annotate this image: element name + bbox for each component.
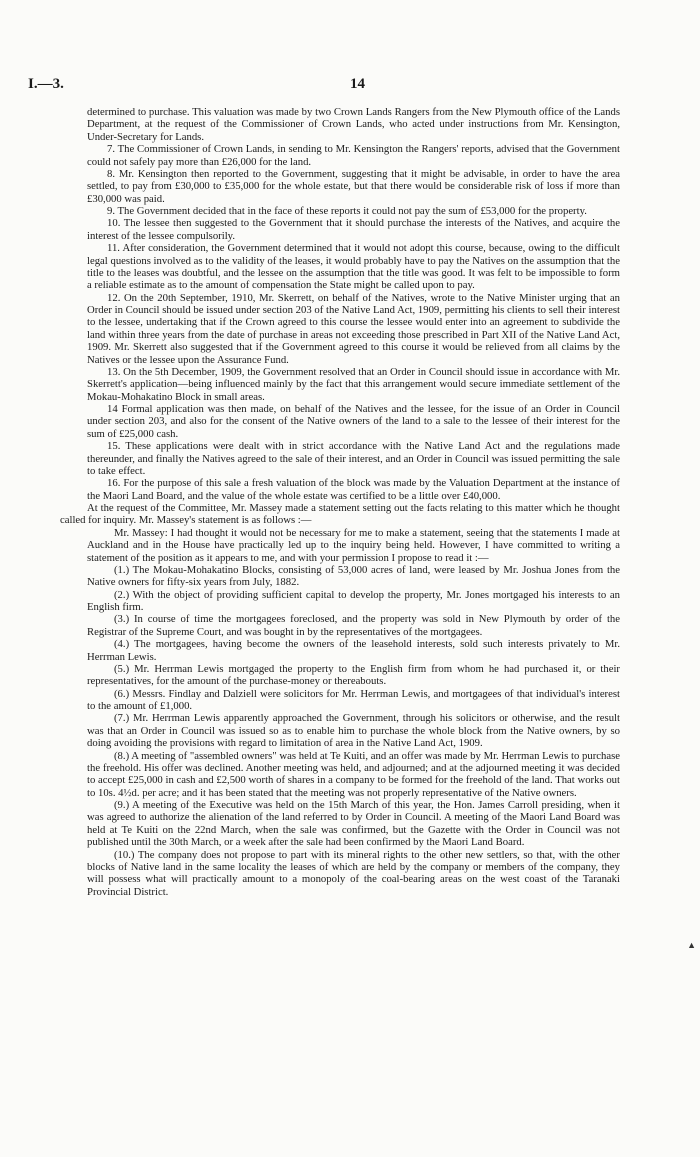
margin-mark: ▲ [687,940,696,950]
statement-item-1: (1.) The Mokau-Mohakatino Blocks, consisting of 53,000 acres of land, were leased by Mr. Joshua Jones from the Native owners for fifty-six years from July, 1882. [87,563,620,589]
paragraph-8: 8. Mr. Kensington then reported to the Government, suggesting that it might be advisable, in order to have the area settled, to pay from £30,000 to £35,000 for the whole estate, but that there would be considerable risk of loss if more than £30,000 was paid. [87,167,620,205]
document-reference: I.—3. [28,76,64,92]
statement-item-10: (10.) The company does not propose to part with its mineral rights to the other new settlers, so that, with the other blocks of Native land in the same locality the leases of which are held by the company or members of the company, they will possess what will practically amount to a monopoly of the coal-bearing areas on the west coast of the Taranaki Provincial District. [87,848,620,898]
statement-item-5: (5.) Mr. Herrman Lewis mortgaged the property to the English firm from whom he had purchased it, or their representatives, for the amount of the purchase-money or thereabouts. [87,662,620,688]
paragraph-9: 9. The Government decided that in the face of these reports it could not pay the sum of £53,000 for the property. [107,205,587,217]
statement-item-3: (3.) In course of time the mortgagees foreclosed, and the property was sold in New Plymouth by order of the Registrar of the Supreme Court, and was bought in by the representatives of the mortgagees. [87,613,620,638]
page-number: 14 [350,76,365,92]
paragraph-16: 16. For the purpose of this sale a fresh valuation of the block was made by the Valuation Department at the instance of the Maori Land Board, and the value of the whole estate was certified to be a little over £40,000. [87,477,620,502]
committee-request-paragraph: At the request of the Committee, Mr. Massey made a statement setting out the facts relating to this matter which he thought called for inquiry. Mr. Massey's statement is as follows :— [60,502,620,527]
paragraph-continuation: determined to purchase. This valuation was made by two Crown Lands Rangers from the New Plymouth office of the Lands Department, at the request of the Commissioner of Crown Lands, who acted under instructions from Mr. Kensington, Under-Secretary for Lands. [87,106,620,143]
statement-item-2: (2.) With the object of providing sufficient capital to develop the property, Mr. Jones mortgaged his interests to an English firm. [87,588,620,613]
paragraph-11: 11. After consideration, the Government determined that it would not adopt this course, because, owing to the difficult legal questions involved as to the validity of the leases, it would probably have to pay the Natives on the assumption that the title to the leases was doubtful, and the lessee on the assumption that the title was good. It was felt to be impossible to form a reliable estimate as to the amount of compensation the State might be called upon to pay. [87,242,620,292]
paragraph-7: 7. The Commissioner of Crown Lands, in sending to Mr. Kensington the Rangers' reports, advised that the Government could not safely pay more than £26,000 for the land. [87,143,620,168]
paragraph-13: 13. On the 5th December, 1909, the Government resolved that an Order in Council should issue in accordance with Mr. Skerrett's application—being influenced mainly by the fact that this arrangement would secure immediate settlement of the Mokau-Mohakatino Block in small areas. [87,365,620,403]
paragraph-14: 14 Formal application was then made, on behalf of the Natives and the lessee, for the issue of an Order in Council under section 203, and also for the consent of the Native owners of the land to a sale to the lessee of their interest for the sum of £25,000 cash. [87,403,620,440]
paragraph-15: 15. These applications were dealt with in strict accordance with the Native Land Act and the regulations made thereunder, and finally the Natives agreed to the sale of their interest, and an Order in Council was issued permitting the sale to take effect. [87,440,620,477]
paragraph-10: 10. The lessee then suggested to the Government that it should purchase the interests of the Natives, and acquire the interest of the lessee compulsorily. [87,217,620,242]
paragraph-12: 12. On the 20th September, 1910, Mr. Skerrett, on behalf of the Natives, wrote to the Native Minister urging that an Order in Council should be issued under section 203 of the Native Land Act, 1909, permitting his clients to sell their interest to the lessee, undertaking that if the Crown agreed to this course the lessee would enter into an agreement to subdivide the land within three years from the date of purchase in areas not exceeding those prescribed in Part XII of the Native Land Act, 1909. Mr. Skerrett also suggested that if the Government agreed to this course it would be relieved from all claims by the Natives or the lessee upon the Assurance Fund. [87,291,620,366]
statement-item-8: (8.) A meeting of "assembled owners" was held at Te Kuiti, and an offer was made by Mr. Herrman Lewis to purchase the freehold. His offer was declined. Another meeting was held, and adjourned; and at the adjourned meeting it was decided to accept £25,000 in cash and £2,500 worth of shares in a company to be formed for the freehold of the land. That works out to 10s. 4½d. per acre; and it has been stated that the meeting was not properly representative of the Native owners. [87,749,620,799]
statement-item-6: (6.) Messrs. Findlay and Dalziell were solicitors for Mr. Herrman Lewis, and mortgagees of that individual's interest to the amount of £1,000. [87,687,620,712]
statement-item-4: (4.) The mortgagees, having become the owners of the leasehold interests, sold such interests privately to Mr. Herrman Lewis. [87,638,620,663]
statement-item-9: (9.) A meeting of the Executive was held on the 15th March of this year, the Hon. James Carroll presiding, when it was agreed to authorize the alienation of the land referred to by Order in Council. A meeting of the Maori Land Board was held at Te Kuiti on the 22nd March, when the sale was confirmed, but the Gazette with the Order in Council was not published until the 30th March, or a week after the sale had been confirmed by the Maori Land Board. [87,799,620,849]
document-body [60,106,620,898]
massey-statement-intro: Mr. Massey: I had thought it would not be necessary for me to make a statement, seeing that the statements I made at Auckland and in the House have practically led up to the inquiry being held. However, I have committed to writing a statement of the position as it appears to me, and with your permission I propose to read it :— [87,526,620,564]
page-header [28,76,668,98]
statement-item-7: (7.) Mr. Herrman Lewis apparently approached the Government, through his solicitors or otherwise, and the result was that an Order in Council was issued so as to enable him to purchase the whole block from the Native owners, by so doing avoiding the provisions with regard to limitation of area in the Native Land Act, 1909. [87,712,620,750]
